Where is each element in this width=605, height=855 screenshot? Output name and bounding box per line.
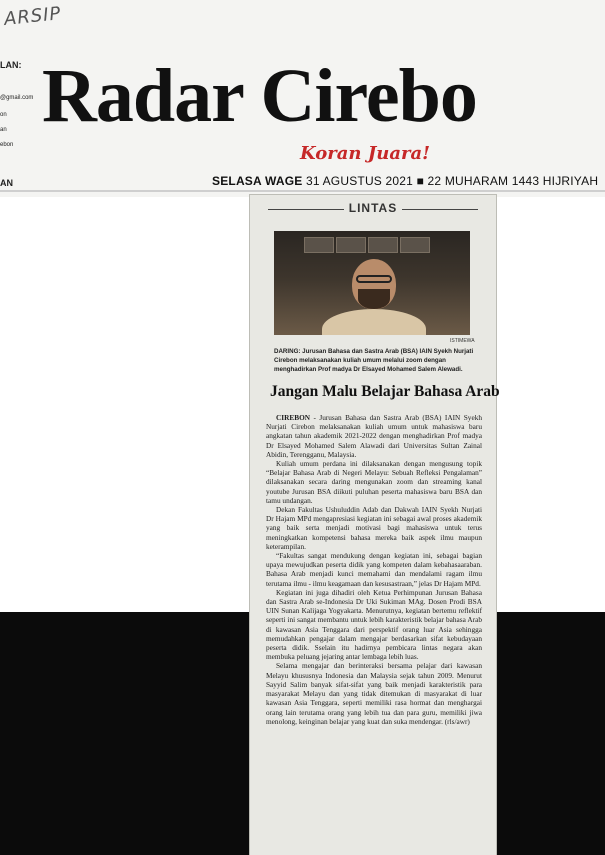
fragment-text: AN — [0, 178, 13, 188]
dateline: CIREBON — [276, 413, 311, 422]
zoom-tile — [304, 237, 334, 253]
article-paragraph: Dekan Fakultas Ushuluddin Adab dan Dakwah IAIN Syekh Nurjati Dr Hajam MPd mengapresiasi kegiatan ini sebagai awal proses akademik yang baik serta menjadi motivasi bagi mahasiswa untuk terus meningkatkan kompetensi bahasa mereka baik aspek ilmu maupun keterampilan. — [266, 505, 482, 551]
fragment-text: an — [0, 127, 7, 133]
article-paragraph: Kuliah umum perdana ini dilaksanakan dengan mengusung topik “Belajar Bahasa Arab di Negeri Melayu: Sebuah Refleksi Pengalaman” dilaksanakan secara daring mengunakan zoom dan streaming kanal youtube Jurusan BSA diikuti puluhan peserta mahasiswa baru BSA dan tamu undangan. — [266, 459, 482, 505]
fragment-text: @gmail.com — [0, 95, 34, 101]
section-header — [250, 201, 496, 217]
article-paragraph — [266, 413, 482, 459]
section-label: LINTAS — [348, 201, 398, 215]
photo-credit: ISTIMEWA — [450, 338, 475, 344]
issue-date-line — [212, 174, 598, 188]
newspaper-tagline: Koran Juara! — [300, 143, 431, 164]
newspaper-name: Radar Cirebo — [42, 54, 477, 138]
speaker-glasses — [356, 275, 392, 283]
fragment-text: on — [0, 112, 7, 118]
article-headline: Jangan Malu Belajar Bahasa Arab — [270, 383, 500, 400]
zoom-tile — [368, 237, 398, 253]
article-paragraph: Selama mengajar dan berinteraksi bersama pelajar dari kawasan Melayu khususnya Indonesia dan Malaysia sejak tahun 2009. Menurut Sayyid Salim banyak sifat-sifat yang baik menjadi karakteristik para masyarakat Melayu dan yang tidak ditemukan di masyarakat di luar kawasan Asia Tenggara, seperti memiliki rasa hormat dan menghargai orang lain terutama orang yang lebih tua dan para guru, memiliki jiwa menolong, keinginan belajar yang kuat dan suka mendengar. (rls/awr) — [266, 661, 482, 726]
archive-handwritten-mark: ARSIP — [3, 3, 63, 30]
speaker-beard — [358, 289, 390, 309]
paragraph-text: - Jurusan Bahasa dan Sastra Arab (BSA) IAIN Syekh Nurjati Cirebon melaksanakan kuliah umum untuk mahasiswa baru angkatan tahun akademik 2021-2022 dengan menghadirkan Prof madya Dr Elsayed Mohamed Salem Alawadi dari Universitas Sultan Zainal Abidin, Terengganu, Malaysia. — [266, 413, 482, 459]
section-rule-right — [402, 209, 478, 210]
article-paragraph: Kegiatan ini juga dihadiri oleh Ketua Perhimpunan Jurusan Bahasa dan Sastra Arab se-Indonesia Dr Uki Sukiman MAg. Dosen Prodi BSA UIN Sunan Kalijaga Yogyakarta. Menurutnya, kegiatan bertemu reflektif seperti ini sangat membantu untuk lebih karakteristik belajar bahasa Arab di kawasan Asia Tenggara dari perspektif orang luar Asia sehingga memudahkan pengajar dalam mengajar berdasarkan sifat kebudayaan peserta didik. Sselain itu hadirnya pembicara lintas negara akan membuka peluang jejaring antar lembaga lebih luas. — [266, 587, 482, 662]
article-body — [266, 413, 482, 726]
article-paragraph: “Fakultas sangat mendukung dengan kegiatan ini, sebagai bagian upaya mewujudkan peserta didik yang kompeten dalam kebahasaaraban. Bahasa Arab menjadi kunci memahami dan mendalami ragam ilmu terutama ilmu - ilmu keagamaan dan kesusastraan,” jelas Dr Hajam MPd. — [266, 551, 482, 588]
issue-date: 31 AGUSTUS 2021 ■ 22 MUHARAM 1443 HIJRIYAH — [305, 174, 599, 188]
zoom-tile — [336, 237, 366, 253]
photo-caption: DARING: Jurusan Bahasa dan Sastra Arab (BSA) IAIN Syekh Nurjati Cirebon melaksanakan kuliah umum melalui zoom dengan menghadirkan Prof madya Dr Elsayed Mohamed Salem Alewadi. — [274, 348, 474, 373]
article-photo — [274, 231, 470, 335]
masthead-divider — [0, 190, 605, 192]
zoom-tile — [400, 237, 430, 253]
speaker-shoulders — [322, 309, 426, 335]
newspaper-masthead-area — [0, 0, 605, 197]
fragment-text: LAN: — [0, 60, 22, 70]
issue-day: SELASA WAGE — [212, 174, 303, 188]
section-rule-left — [268, 209, 344, 210]
fragment-text: ebon — [0, 142, 14, 148]
news-clipping — [250, 195, 500, 855]
